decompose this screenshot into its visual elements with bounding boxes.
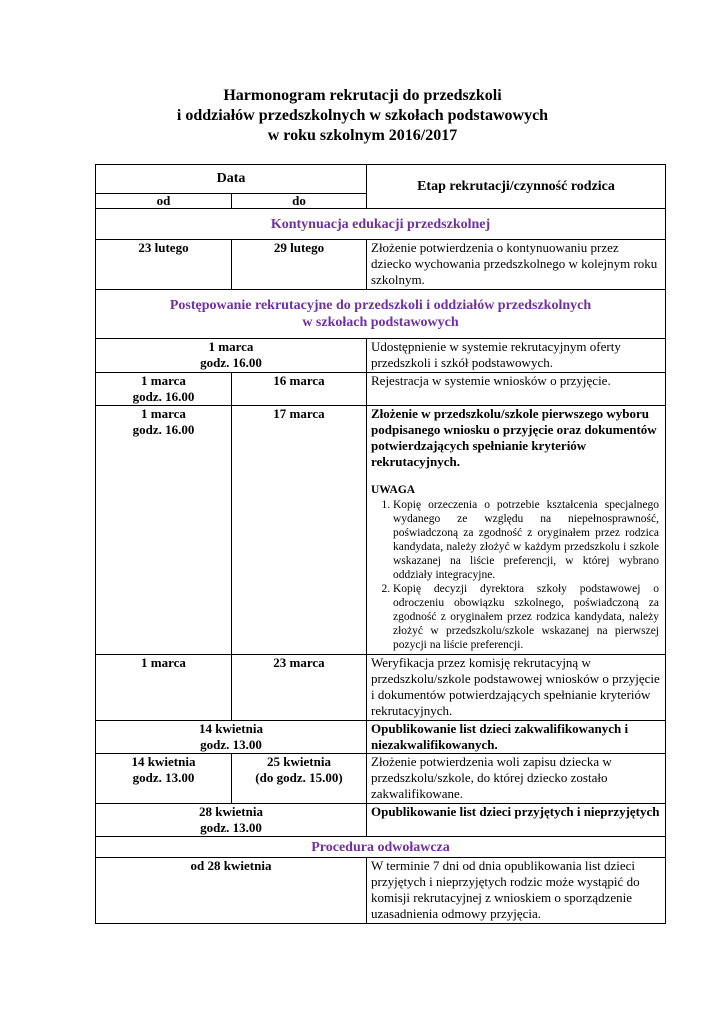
date-line-1: 1 marca [141,406,186,421]
header-do: do [232,194,367,209]
row-text [367,406,666,655]
row-text: Udostępnienie w systemie rekrutacyjnym oferty przedszkoli i szkół podstawowych. [367,339,666,373]
table-row [96,655,666,721]
row-od [96,754,232,804]
row-text: Opublikowanie list dzieci zakwalifikowanych i niezakwalifikowanych. [367,721,666,754]
table-row [96,406,666,655]
date-line-1: 14 kwietnia [199,721,263,736]
table-row [96,804,666,837]
row-date [96,721,367,754]
row-date: od 28 kwietnia [96,858,367,924]
section-line-1: Postępowanie rekrutacyjne do przedszkoli i oddziałów przedszkolnych [169,298,592,313]
note-item: 2. Kopię decyzji dyrektora szkoły podstawowej o odroczeniu obowiązku szkolnego, poświadczoną za zgodność z oryginałem przez rodzica kandydata, należy złożyć w przedszkolu/szkole wskazanej na pierwszej pozycji na liście preferencji. [393,582,661,652]
date-line-2: godz. 16.00 [200,355,262,370]
date-line-2: godz. 13.00 [200,820,262,835]
row-do: 17 marca [232,406,367,655]
date-line-1: 14 kwietnia [131,754,196,769]
date-line-2: godz. 13.00 [200,737,262,752]
row-date [96,804,367,837]
title-line-1: Harmonogram rekrutacji do przedszkoli [223,87,502,104]
table-row [96,339,666,373]
table-row [96,373,666,406]
title-line-3: w roku szkolnym 2016/2017 [267,127,458,144]
table-row [96,721,666,754]
row-text: Rejestracja w systemie wniosków o przyjęcie. [367,373,666,406]
page-title [0,86,725,146]
row-main-text: Złożenie w przedszkolu/szkole pierwszego wyboru podpisanego wniosku o przyjęcie oraz dokumentów potwierdzających spełnianie kryteriów rekrutacyjnych. [371,406,657,469]
note-item: 1. Kopię orzeczenia o potrzebie kształcenia specjalnego wydanego ze względu na niepełnosprawność, poświadczoną za zgodność z oryginałem przez rodzica kandydata, należy złożyć w każdym przedszkolu i szkole wskazanej na liście preferencji, w której wybrano oddziały integracyjne. [393,498,661,582]
row-text: Opublikowanie list dzieci przyjętych i nieprzyjętych [367,804,666,837]
header-data: Data [96,165,367,194]
row-od [96,406,232,655]
table-row [96,754,666,804]
row-od: 23 lutego [96,240,232,290]
schedule-table [95,164,666,924]
date-line-1: 25 kwietnia [267,754,331,769]
row-text: Złożenie potwierdzenia o kontynuowaniu przez dziecko wychowania przedszkolnego w kolejnym roku szkolnym. [367,240,666,290]
note-title: UWAGA [371,484,416,496]
table-row [96,240,666,290]
row-text: Złożenie potwierdzenia woli zapisu dziecka w przedszkolu/szkole, do której dziecko zostało zakwalifikowane. [367,754,666,804]
section-kontynuacja: Kontynuacja edukacji przedszkolnej [96,209,666,240]
row-od: 1 marca [96,655,232,721]
row-text: W terminie 7 dni od dnia opublikowania list dzieci przyjętych i nieprzyjętych rodzic może wystąpić do komisji rekrutacyjnej z wnioskiem o sporządzenie uzasadnienia odmowy przyjęcia. [367,858,666,924]
table-row [96,858,666,924]
title-line-2: i oddziałów przedszkolnych w szkołach podstawowych [176,107,549,124]
date-line-2: (do godz. 15.00) [255,770,343,785]
row-date [96,339,367,373]
date-line-2: godz. 13.00 [132,770,195,785]
date-line-2: godz. 16.00 [132,389,195,404]
row-do: 23 marca [232,655,367,721]
date-line-1: 28 kwietnia [199,804,263,819]
note-list [371,498,661,652]
header-od: od [96,194,232,209]
row-od [96,373,232,406]
date-line-2: godz. 16.00 [132,422,195,437]
section-postepowanie [96,290,666,339]
section-procedura: Procedura odwoławcza [96,837,666,858]
row-do [232,754,367,804]
row-do: 16 marca [232,373,367,406]
date-line-1: 1 marca [141,373,186,388]
section-line-2: w szkołach podstawowych [302,315,459,330]
row-do: 29 lutego [232,240,367,290]
row-text: Weryfikacja przez komisję rekrutacyjną w przedszkolu/szkole podstawowej wniosków o przyjęcie i dokumentów potwierdzających spełnianie kryteriów rekrutacyjnych. [367,655,666,721]
header-etap: Etap rekrutacji/czynność rodzica [367,165,666,209]
date-line-1: 1 marca [208,339,254,354]
